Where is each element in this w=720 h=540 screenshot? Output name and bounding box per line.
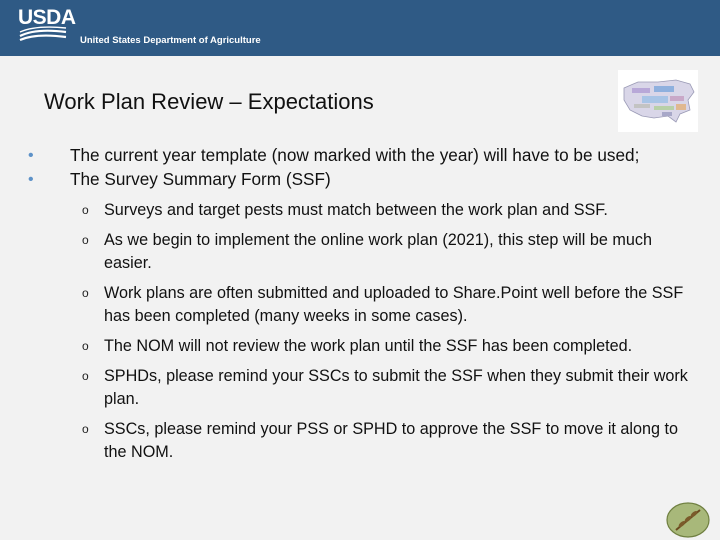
usda-logo-icon	[18, 8, 68, 44]
sub-bullet-text: Surveys and target pests must match between the work plan and SSF.	[104, 201, 608, 219]
sub-bullet-item	[28, 418, 688, 464]
slide-content	[0, 56, 720, 540]
hollow-circle-bullet-icon: o	[82, 369, 89, 383]
hollow-circle-bullet-icon: o	[82, 203, 89, 217]
sub-bullet-text: SPHDs, please remind your SSCs to submit the SSF when they submit their work plan.	[104, 367, 688, 408]
bullet-item	[28, 144, 688, 168]
sub-bullet-text: Work plans are often submitted and uploaded to Share.Point well before the SSF has been completed (many weeks in some cases).	[104, 284, 684, 325]
sub-bullet-item	[28, 229, 688, 275]
bullet-item	[28, 168, 688, 192]
sub-bullet-item	[28, 335, 688, 358]
sub-bullet-text: SSCs, please remind your PSS or SPHD to approve the SSF to move it along to the NOM.	[104, 420, 679, 461]
bullet-list	[28, 144, 688, 471]
hollow-circle-bullet-icon: o	[82, 286, 89, 300]
sub-bullet-text: The NOM will not review the work plan until the SSF has been completed.	[104, 337, 633, 355]
sub-bullet-item	[28, 199, 688, 222]
sub-bullet-item	[28, 282, 688, 328]
bullet-dot-icon: •	[28, 170, 34, 188]
department-name: United States Department of Agriculture	[80, 35, 261, 46]
slide-title: Work Plan Review – Expectations	[44, 89, 374, 114]
usda-header-bar	[0, 0, 720, 56]
bullet-text: The current year template (now marked with the year) will have to be used;	[70, 145, 640, 165]
usda-logo-text: USDA	[18, 6, 76, 29]
bullet-text: The Survey Summary Form (SSF)	[70, 168, 331, 189]
sub-bullet-item	[28, 365, 688, 411]
hollow-circle-bullet-icon: o	[82, 339, 89, 353]
hollow-circle-bullet-icon: o	[82, 422, 89, 436]
wheat-badge-icon	[664, 498, 712, 540]
sub-bullet-text: As we begin to implement the online work plan (2021), this step will be much easier.	[104, 231, 652, 272]
us-map-word-cloud-image	[618, 70, 698, 132]
bullet-dot-icon: •	[28, 147, 34, 164]
sub-bullet-list	[28, 199, 688, 464]
hollow-circle-bullet-icon: o	[82, 233, 89, 247]
